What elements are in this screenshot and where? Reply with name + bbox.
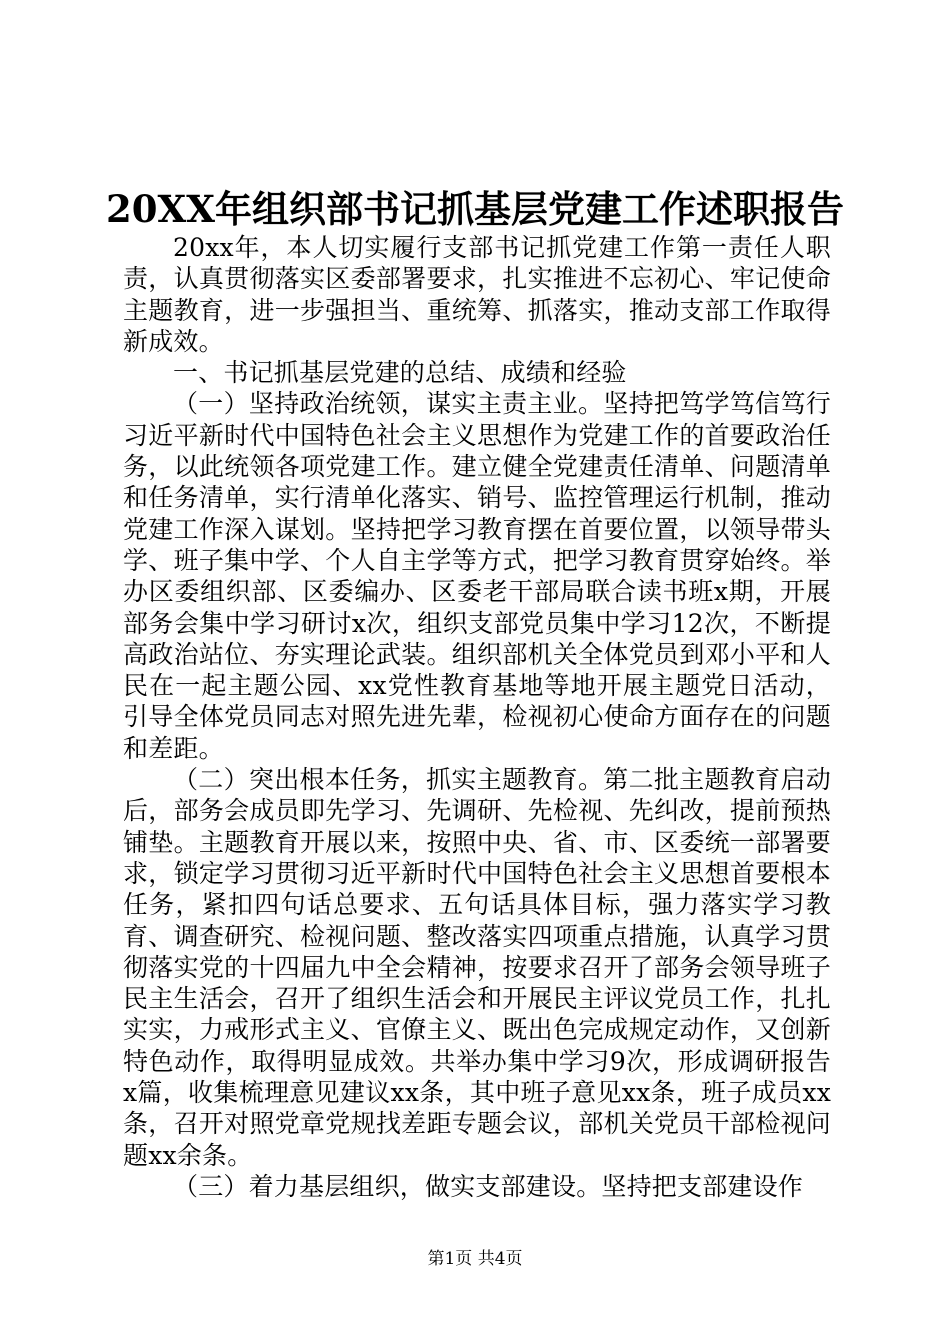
section-heading: 一、书记抓基层党建的总结、成绩和经验 bbox=[173, 358, 627, 388]
document-body bbox=[123, 232, 831, 1202]
body-paragraph-1: （一）坚持政治统领，谋实主责主业。坚持把笃学笃信笃行习近平新时代中国特色社会主义思想作为党建工作的首要政治任务，以此统领各项党建工作。建立健全党建责任清单、问题清单和任务清单，实行清单化落实、销号、监控管理运行机制，推动党建工作深入谋划。坚持把学习教育摆在首要位置，以领导带头学、班子集中学、个人自主学等方式，把学习教育贯穿始终。举办区委组织部、区委编办、区委老干部局联合读书班x期，开展部务会集中学习研讨x次，组织支部党员集中学习12次，不断提高政治站位、夯实理论武装。组织部机关全体党员到邓小平和人民在一起主题公园、xx党性教育基地等地开展主题党日活动，引导全体党员同志对照先进先辈，检视初心使命方面存在的问题和差距。 bbox=[123, 389, 831, 763]
intro-paragraph: 20xx年，本人切实履行支部书记抓党建工作第一责任人职责，认真贯彻落实区委部署要求，扎实推进不忘初心、牢记使命主题教育，进一步强担当、重统筹、抓落实，推动支部工作取得新成效。 bbox=[123, 233, 831, 356]
document-title: 20XX年组织部书记抓基层党建工作述职报告 bbox=[106, 187, 844, 231]
body-paragraph-3: （三）着力基层组织，做实支部建设。坚持把支部建设作 bbox=[173, 1171, 804, 1201]
body-paragraph-2: （二）突出根本任务，抓实主题教育。第二批主题教育启动后，部务会成员即先学习、先调研、先检视、先纠改，提前预热铺垫。主题教育开展以来，按照中央、省、市、区委统一部署要求，锁定学习贯彻习近平新时代中国特色社会主义思想首要根本任务，紧扣四句话总要求、五句话具体目标，强力落实学习教育、调查研究、检视问题、整改落实四项重点措施，认真学习贯彻落实党的十四届九中全会精神，按要求召开了部务会领导班子民主生活会，召开了组织生活会和开展民主评议党员工作，扎扎实实，力戒形式主义、官僚主义、既出色完成规定动作，又创新特色动作，取得明显成效。共举办集中学习9次，形成调研报告x篇，收集梳理意见建议xx条，其中班子意见xx条，班子成员xx条，召开对照党章党规找差距专题会议，部机关党员干部检视问题xx余条。 bbox=[123, 765, 831, 1170]
page-footer: 第1页 共4页 bbox=[427, 1249, 523, 1269]
